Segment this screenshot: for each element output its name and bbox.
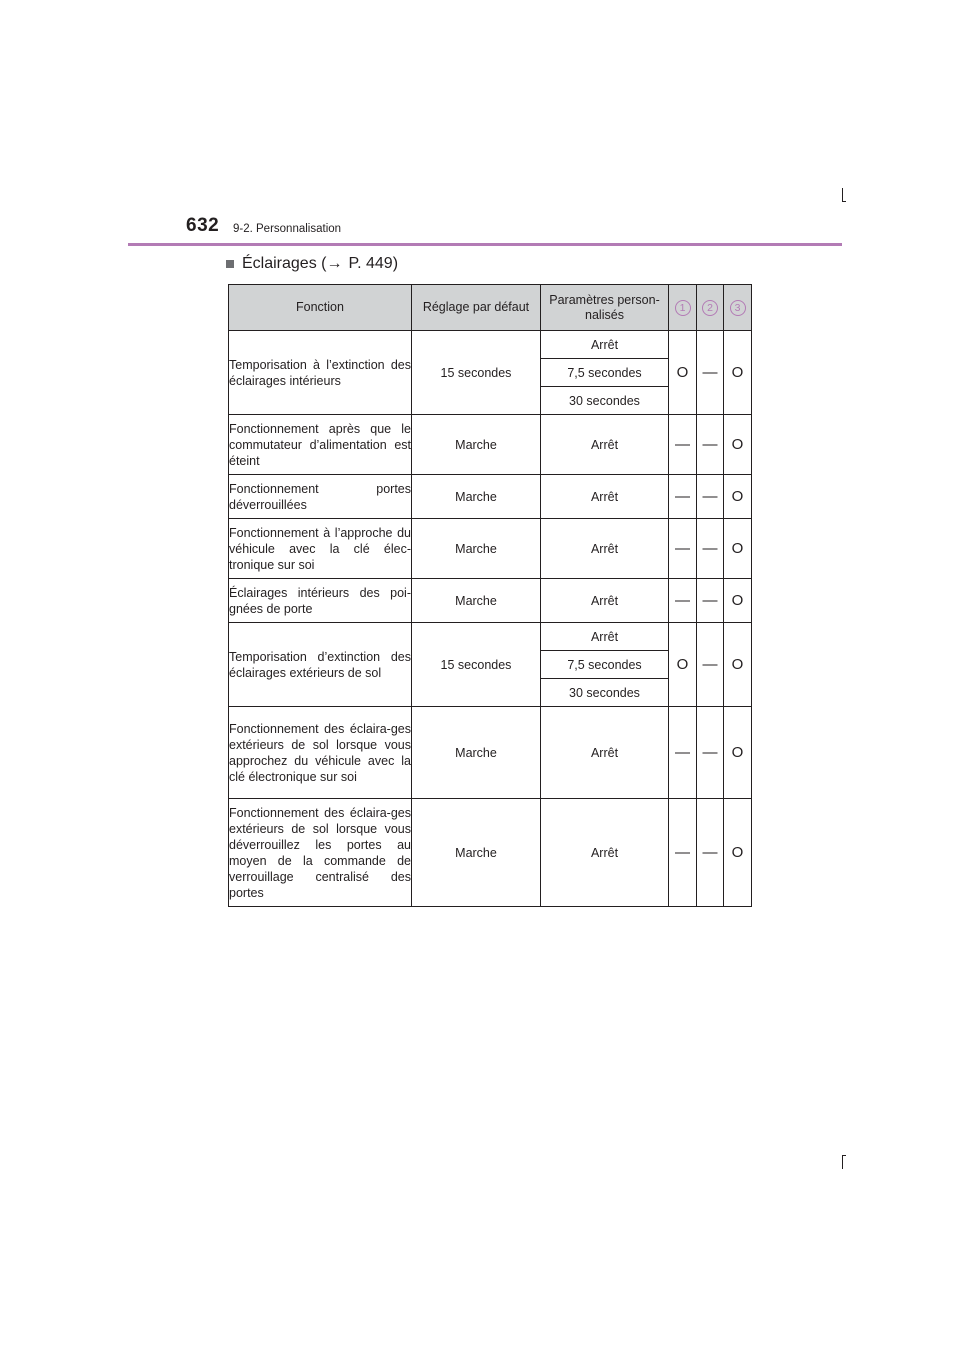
header-function: Fonction (229, 285, 412, 331)
table-row (229, 415, 752, 475)
function-cell: Éclairages intérieurs des poi-gnées de porte (229, 579, 412, 623)
function-cell: Fonctionnement des éclaira-ges extérieurs de sol lorsque vous approchez du véhicule avec la clé électronique sur soi (229, 707, 412, 799)
mark-col-2: — (697, 475, 724, 519)
function-cell: Fonctionnement des éclaira-ges extérieurs de sol lorsque vous déverrouillez les portes au moyen de la commande de verrouillage centralisé des portes (229, 799, 412, 907)
default-cell: 15 secondes (412, 623, 541, 707)
header-col-3 (724, 285, 752, 331)
option-cell: Arrêt (541, 331, 669, 359)
crop-mark-bottom (842, 1155, 843, 1169)
table-row (229, 579, 752, 623)
crop-mark-top-foot (842, 201, 846, 202)
table-row (229, 623, 752, 651)
mark-col-1: — (669, 707, 697, 799)
option-cell: Arrêt (541, 707, 669, 799)
mark-col-1: O (669, 623, 697, 707)
option-cell: Arrêt (541, 519, 669, 579)
mark-col-2: — (697, 579, 724, 623)
mark-col-3: O (724, 623, 752, 707)
section-heading (226, 255, 398, 273)
mark-col-3: O (724, 707, 752, 799)
mark-col-3: O (724, 519, 752, 579)
mark-col-3: O (724, 799, 752, 907)
option-cell: 30 secondes (541, 679, 669, 707)
function-cell: Fonctionnement à l’approche du véhicule avec la clé élec-tronique sur soi (229, 519, 412, 579)
default-cell: Marche (412, 707, 541, 799)
mark-col-1: — (669, 799, 697, 907)
option-cell: Arrêt (541, 415, 669, 475)
mark-col-3: O (724, 415, 752, 475)
mark-col-2: — (697, 623, 724, 707)
circled-number-3: 3 (730, 300, 746, 316)
function-cell: Fonctionnement après que le commutateur d’alimentation est éteint (229, 415, 412, 475)
option-cell: Arrêt (541, 799, 669, 907)
mark-col-2: — (697, 707, 724, 799)
page-reference-link[interactable]: P. 449 (348, 255, 393, 272)
section-title: Éclairages ( (242, 255, 327, 272)
function-cell: Fonctionnement portes déverrouillées (229, 475, 412, 519)
mark-col-3: O (724, 475, 752, 519)
mark-col-3: O (724, 331, 752, 415)
header-default: Réglage par défaut (412, 285, 541, 331)
mark-col-3: O (724, 579, 752, 623)
option-cell: Arrêt (541, 579, 669, 623)
mark-col-2: — (697, 415, 724, 475)
mark-col-1: O (669, 331, 697, 415)
table-row (229, 799, 752, 907)
header-custom: Paramètres person- nalisés (541, 285, 669, 331)
crop-mark-bottom-foot (842, 1155, 846, 1156)
section-title-close: ) (392, 255, 399, 272)
function-cell: Temporisation d’extinction des éclairages extérieurs de sol (229, 623, 412, 707)
mark-col-2: — (697, 799, 724, 907)
header-col-1 (669, 285, 697, 331)
table-header-row (229, 285, 752, 331)
mark-col-2: — (697, 519, 724, 579)
page-number: 632 (186, 215, 220, 236)
option-cell: 7,5 secondes (541, 359, 669, 387)
table-row (229, 331, 752, 359)
default-cell: Marche (412, 415, 541, 475)
default-cell: Marche (412, 519, 541, 579)
square-bullet-icon (226, 260, 234, 268)
default-cell: Marche (412, 799, 541, 907)
mark-col-1: — (669, 519, 697, 579)
circled-number-1: 1 (675, 300, 691, 316)
arrow-icon: → (326, 255, 343, 272)
default-cell: 15 secondes (412, 331, 541, 415)
chapter-title: 9-2. Personnalisation (233, 223, 342, 235)
function-cell: Temporisation à l’extinction des éclairages intérieurs (229, 331, 412, 415)
option-cell: 7,5 secondes (541, 651, 669, 679)
circled-number-2: 2 (702, 300, 718, 316)
default-cell: Marche (412, 579, 541, 623)
header-rule (128, 243, 842, 246)
customization-table (228, 284, 752, 907)
mark-col-2: — (697, 331, 724, 415)
default-cell: Marche (412, 475, 541, 519)
option-cell: 30 secondes (541, 387, 669, 415)
option-cell: Arrêt (541, 623, 669, 651)
crop-mark-top (842, 188, 843, 202)
header-col-2 (697, 285, 724, 331)
option-cell: Arrêt (541, 475, 669, 519)
table-row (229, 475, 752, 519)
mark-col-1: — (669, 475, 697, 519)
table-row (229, 519, 752, 579)
mark-col-1: — (669, 579, 697, 623)
table-row (229, 707, 752, 799)
mark-col-1: — (669, 415, 697, 475)
